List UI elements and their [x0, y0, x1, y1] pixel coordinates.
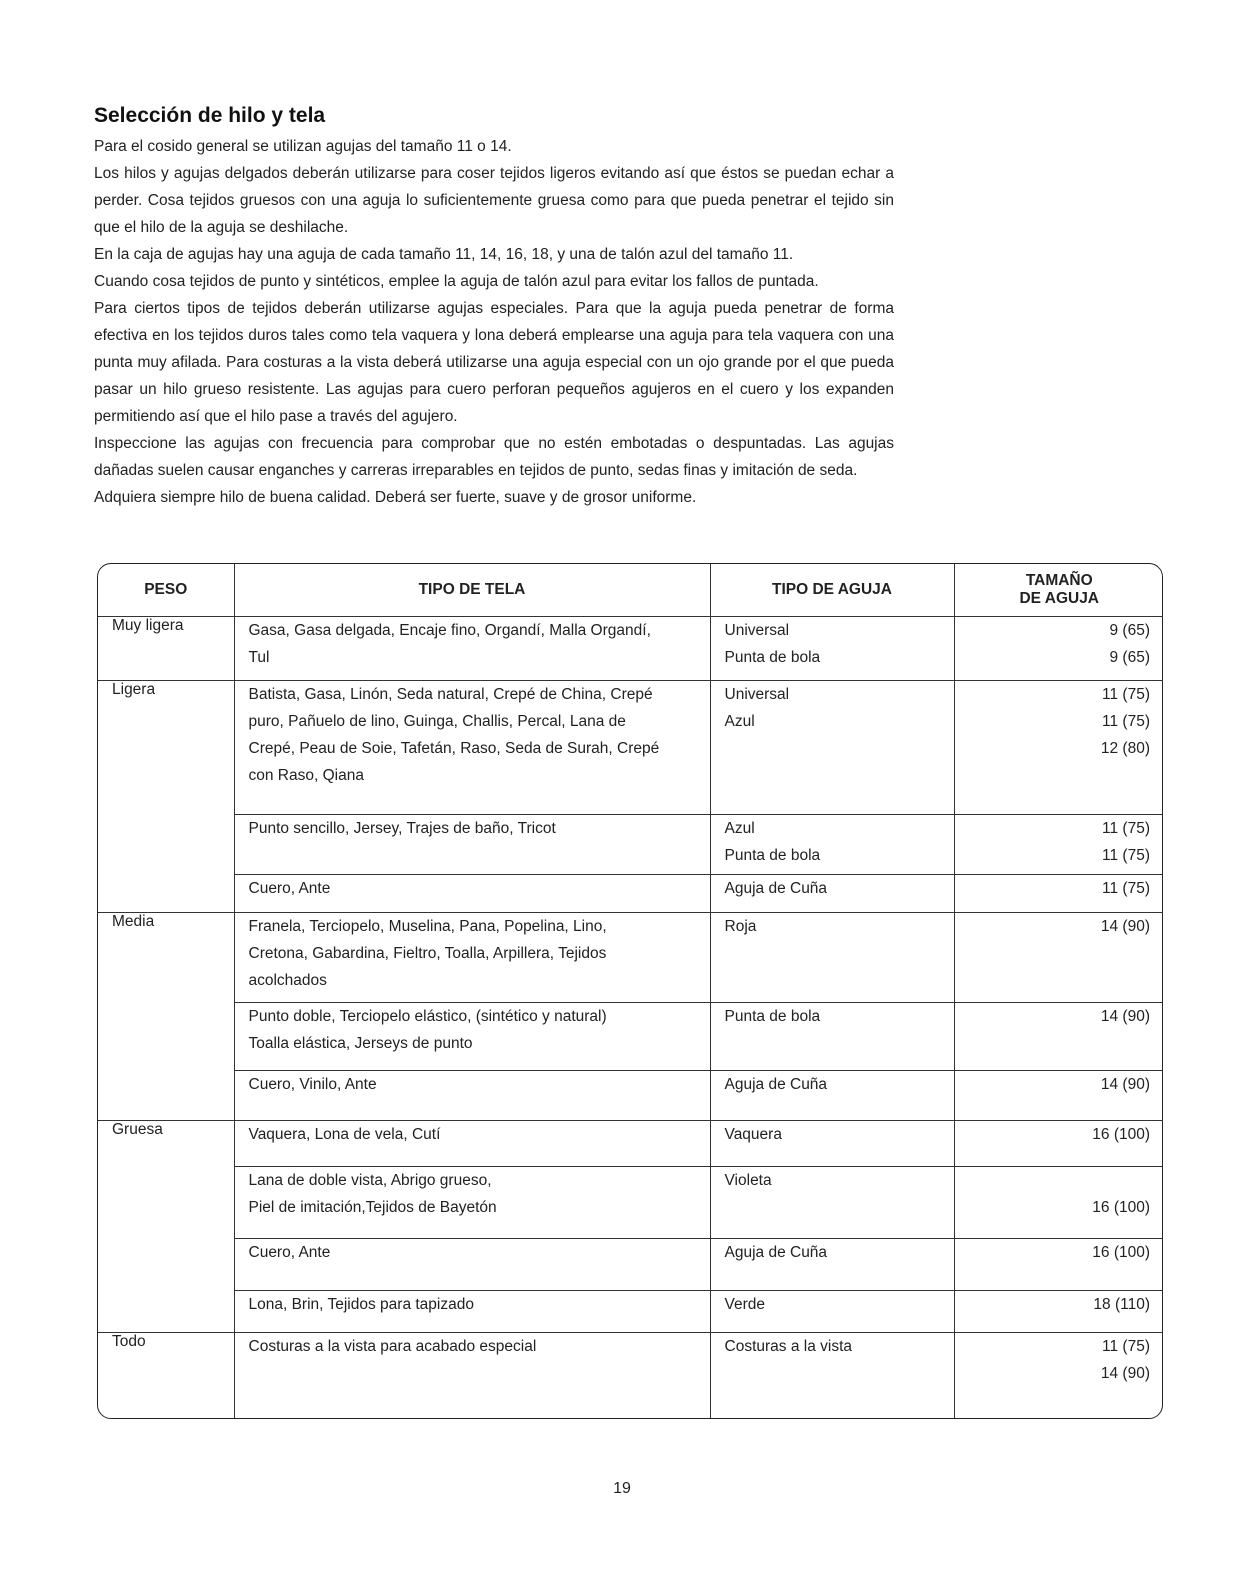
- header-tamano-line2: DE AGUJA: [1019, 590, 1100, 607]
- tamano-line: 11 (75): [1102, 820, 1150, 837]
- aguja-line: Vaquera: [724, 1126, 782, 1143]
- aguja-line: Costuras a la vista: [724, 1338, 852, 1355]
- tela-line: Tul: [248, 649, 270, 666]
- tela-cell: [234, 1239, 710, 1291]
- section-title: Selección de hilo y tela: [94, 104, 326, 127]
- table-row: [98, 875, 1163, 913]
- aguja-cell: [710, 1333, 954, 1419]
- aguja-cell: [710, 1121, 954, 1167]
- paragraph: Cuando cosa tejidos de punto y sintéticos, emplee la aguja de talón azul para evitar los fallos de puntada.: [94, 273, 819, 290]
- tamano-cell: [954, 1121, 1163, 1167]
- table-row: [98, 815, 1163, 875]
- aguja-line: Punta de bola: [724, 649, 821, 666]
- tamano-line: 14 (90): [1100, 1365, 1150, 1382]
- tamano-line: 16 (100): [1092, 1126, 1150, 1143]
- table-row: [98, 1291, 1163, 1333]
- table-row: [98, 1239, 1163, 1291]
- tela-line: Batista, Gasa, Linón, Seda natural, Crepé de China, Crepé: [248, 686, 653, 703]
- tamano-line: 11 (75): [1102, 880, 1150, 897]
- tela-line: Lana de doble vista, Abrigo grueso,: [248, 1172, 492, 1189]
- table-row: [98, 1121, 1163, 1167]
- peso-cell: Media: [98, 913, 234, 1121]
- tamano-cell: [954, 1239, 1163, 1291]
- page-number: 19: [613, 1480, 631, 1497]
- aguja-line: Punta de bola: [724, 1008, 821, 1025]
- aguja-line: Aguja de Cuña: [724, 1076, 828, 1093]
- header-tamano-line1: TAMAÑO: [1025, 572, 1093, 589]
- tela-line: Cuero, Ante: [248, 1244, 331, 1261]
- tela-cell: [234, 1333, 710, 1419]
- tela-line: Crepé, Peau de Soie, Tafetán, Raso, Seda de Surah, Crepé: [248, 740, 660, 757]
- tamano-line: 9 (65): [1109, 622, 1150, 639]
- tela-cell: [234, 1071, 710, 1121]
- paragraph: Los hilos y agujas delgados deberán utilizarse para coser tejidos ligeros evitando así que éstos se puedan echar a perder. Cosa tejidos gruesos con una aguja lo suficientemente gruesa como para que pueda penetrar el tejido sin que el hilo de la aguja se deshilache.: [94, 165, 894, 236]
- tamano-cell: [954, 1291, 1163, 1333]
- table-row: [98, 1167, 1163, 1239]
- aguja-cell: [710, 1071, 954, 1121]
- paragraph: Para ciertos tipos de tejidos deberán utilizarse agujas especiales. Para que la aguja pueda penetrar de forma efectiva en los tejidos duros tales como tela vaquera y lona deberá emplearse una aguja para tela vaquera con una punta muy afilada. Para costuras a la vista deberá utilizarse una aguja especial con un ojo grande por el que pueda pasar un hilo grueso resistente. Las agujas para cuero perforan pequeños agujeros en el cuero y los expanden permitiendo así que el hilo pase a través del agujero.: [94, 300, 894, 425]
- aguja-cell: [710, 875, 954, 913]
- peso-cell: Gruesa: [98, 1121, 234, 1333]
- aguja-line: Punta de bola: [724, 847, 821, 864]
- tamano-cell: [954, 1167, 1163, 1239]
- table-row: [98, 1003, 1163, 1071]
- peso-cell: Muy ligera: [98, 617, 234, 681]
- tela-cell: [234, 681, 710, 815]
- tamano-cell: [954, 815, 1163, 875]
- tamano-cell: [954, 1333, 1163, 1419]
- tamano-line: 11 (75): [1102, 1338, 1150, 1355]
- tela-line: Lona, Brin, Tejidos para tapizado: [248, 1296, 474, 1313]
- tela-line: acolchados: [248, 972, 327, 989]
- paragraph: Inspeccione las agujas con frecuencia para comprobar que no estén embotadas o despuntadas. Las agujas dañadas suelen causar enganches y carreras irreparables en tejidos de punto, sedas finas y imitación de seda.: [94, 435, 894, 479]
- tela-cell: [234, 1167, 710, 1239]
- tela-line: Franela, Terciopelo, Muselina, Pana, Popelina, Lino,: [248, 918, 607, 935]
- aguja-cell: [710, 1167, 954, 1239]
- tela-cell: [234, 1291, 710, 1333]
- tamano-line: 14 (90): [1100, 1008, 1150, 1025]
- aguja-cell: [710, 1003, 954, 1071]
- table-header-row: [98, 564, 1163, 617]
- table-row: [98, 617, 1163, 681]
- tela-cell: [234, 815, 710, 875]
- table-row: [98, 1071, 1163, 1121]
- needle-fabric-table: [97, 563, 1163, 1419]
- tamano-line: 14 (90): [1100, 1076, 1150, 1093]
- tamano-line: 11 (75): [1102, 847, 1150, 864]
- aguja-line: Verde: [724, 1296, 766, 1313]
- aguja-cell: [710, 815, 954, 875]
- table-row: [98, 913, 1163, 1003]
- tamano-cell: [954, 1071, 1163, 1121]
- tela-line: Vaquera, Lona de vela, Cutí: [248, 1126, 441, 1143]
- peso-cell: Todo: [98, 1333, 234, 1419]
- tela-line: Cuero, Vinilo, Ante: [248, 1076, 377, 1093]
- table-row: [98, 1333, 1163, 1419]
- aguja-cell: [710, 617, 954, 681]
- aguja-line: Azul: [724, 713, 755, 730]
- tela-line: con Raso, Qiana: [248, 767, 364, 784]
- aguja-cell: [710, 1239, 954, 1291]
- tamano-line: 16 (100): [1092, 1244, 1150, 1261]
- aguja-line: Aguja de Cuña: [724, 880, 828, 897]
- tamano-cell: [954, 617, 1163, 681]
- paragraph: Para el cosido general se utilizan agujas del tamaño 11 o 14.: [94, 138, 512, 155]
- tela-line: Gasa, Gasa delgada, Encaje fino, Organdí, Malla Organdí,: [248, 622, 651, 639]
- paragraph: Adquiera siempre hilo de buena calidad. Deberá ser fuerte, suave y de grosor uniforme.: [94, 489, 697, 506]
- tamano-line: 12 (80): [1100, 740, 1150, 757]
- tamano-cell: [954, 1003, 1163, 1071]
- aguja-line: Violeta: [724, 1172, 772, 1189]
- aguja-cell: [710, 1291, 954, 1333]
- tamano-line: 11 (75): [1102, 686, 1150, 703]
- table: [98, 564, 1163, 1418]
- tamano-line: 9 (65): [1109, 649, 1150, 666]
- tela-line: Piel de imitación,Tejidos de Bayetón: [248, 1199, 497, 1216]
- header-tipo-aguja: TIPO DE AGUJA: [710, 564, 954, 617]
- aguja-line: Aguja de Cuña: [724, 1244, 828, 1261]
- paragraph: En la caja de agujas hay una aguja de cada tamaño 11, 14, 16, 18, y una de talón azul del tamaño 11.: [94, 246, 794, 263]
- header-tipo-tela: TIPO DE TELA: [234, 564, 710, 617]
- aguja-line: Universal: [724, 686, 790, 703]
- tela-cell: [234, 875, 710, 913]
- tela-line: Cuero, Ante: [248, 880, 331, 897]
- tamano-cell: [954, 875, 1163, 913]
- tela-line: Punto sencillo, Jersey, Trajes de baño, Tricot: [248, 820, 556, 837]
- tamano-line: 18 (110): [1093, 1296, 1150, 1313]
- tela-line: Toalla elástica, Jerseys de punto: [248, 1035, 473, 1052]
- tela-line: Cretona, Gabardina, Fieltro, Toalla, Arpillera, Tejidos: [248, 945, 607, 962]
- tela-cell: [234, 913, 710, 1003]
- tamano-line: 14 (90): [1100, 918, 1150, 935]
- tela-line: Punto doble, Terciopelo elástico, (sintético y natural): [248, 1008, 607, 1025]
- tela-cell: [234, 1121, 710, 1167]
- tamano-line: 16 (100): [1092, 1199, 1150, 1216]
- peso-cell: Ligera: [98, 681, 234, 913]
- tamano-cell: [954, 681, 1163, 815]
- tela-cell: [234, 1003, 710, 1071]
- table-row: [98, 681, 1163, 815]
- aguja-line: Roja: [724, 918, 757, 935]
- aguja-line: Azul: [724, 820, 755, 837]
- tela-line: puro, Pañuelo de lino, Guinga, Challis, Percal, Lana de: [248, 713, 626, 730]
- aguja-cell: [710, 913, 954, 1003]
- tamano-line: [969, 1167, 1151, 1194]
- header-tamano-aguja: [954, 564, 1163, 617]
- aguja-line: Universal: [724, 622, 790, 639]
- tela-cell: [234, 617, 710, 681]
- header-peso: PESO: [98, 564, 234, 617]
- aguja-cell: [710, 681, 954, 815]
- tamano-line: 11 (75): [1102, 713, 1150, 730]
- tamano-cell: [954, 913, 1163, 1003]
- intro-text: [94, 133, 894, 511]
- tela-line: Costuras a la vista para acabado especial: [248, 1338, 537, 1355]
